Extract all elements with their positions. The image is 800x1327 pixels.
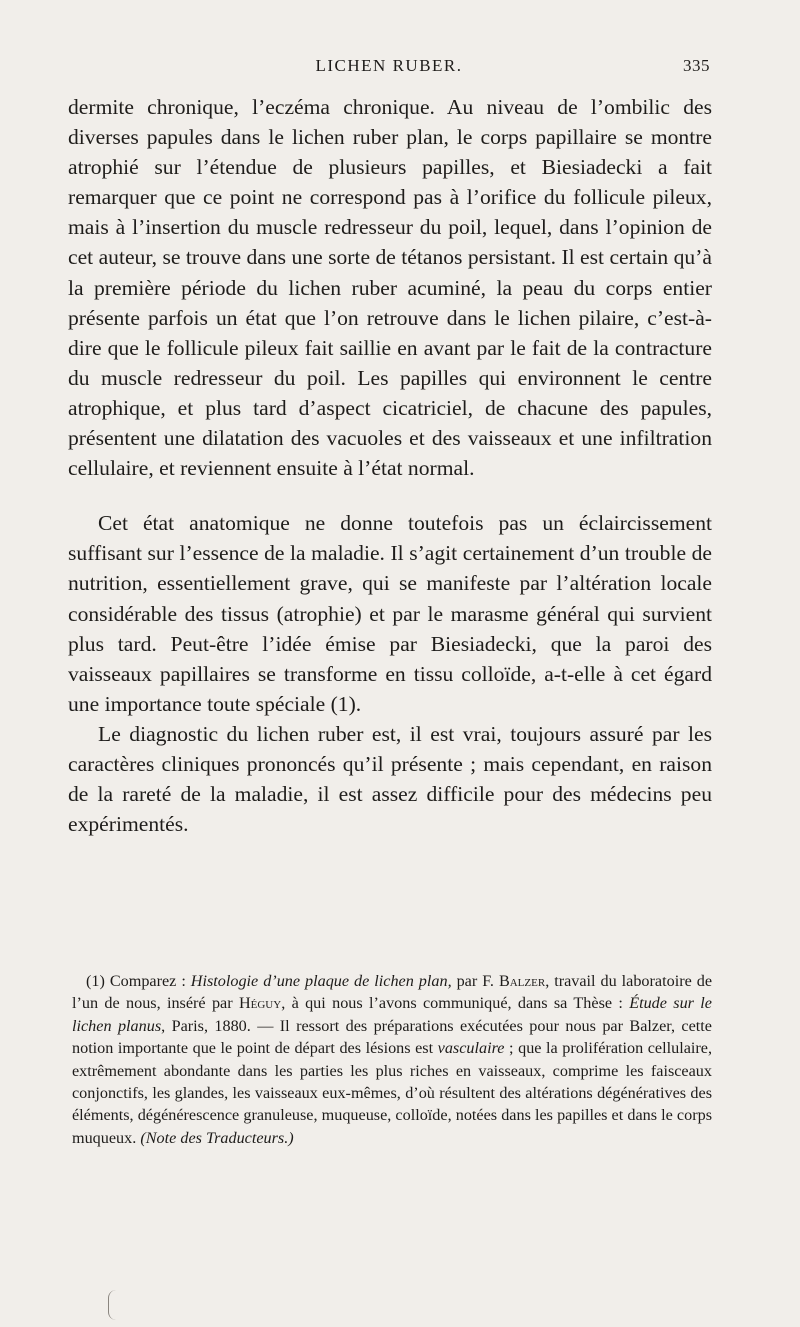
paragraph-3: Le diagnostic du lichen ruber est, il est vrai, toujours assuré par les caractères cliniques prononcés qu’il présente ; mais cependant, en raison de la rareté de la maladie, il est assez difficile pour des médecins peu expérimentés.	[68, 721, 712, 837]
footnote-author-1: Balzer	[498, 972, 546, 990]
paragraph-2: Cet état anatomique ne donne toutefois pas un éclaircissement suffisant sur l’essence de la maladie. Il s’agit certainement d’un trouble de nutrition, essentiellement grave, qui se manifeste par l’altération locale considérable des tissus (atrophie) et par le marasme général qui survient plus tard. Peut-être l’idée émise par Biesiadecki, que la paroi des vaisseaux papillaires se transforme en tissu colloïde, a-t-elle à cet égard une importance toute spéciale (1).	[68, 511, 712, 716]
running-title: LICHEN RUBER.	[315, 56, 463, 75]
running-head	[68, 56, 710, 80]
footnote-by: par F.	[451, 972, 499, 990]
body-text	[68, 92, 712, 839]
footnote-title-1: Histologie d’une plaque de lichen plan,	[190, 972, 452, 990]
footnote-marker: (1)	[86, 972, 105, 990]
footnote-emphasis: vasculaire	[437, 1039, 505, 1058]
margin-pencil-mark	[108, 1290, 119, 1320]
footnote-translator-note: (Note des Traducteurs.)	[140, 1128, 294, 1147]
footnote-author-2: Héguy	[238, 994, 282, 1013]
footnote-text-2: , à qui nous l’avons communiqué, dans sa Thèse :	[281, 994, 630, 1013]
footnote-lead: Comparez :	[109, 972, 191, 990]
footnote-text-4: ; que la prolifération cellulaire, extrêmement abondante dans les parties les plus riches en vaisseaux, comprime les faisceaux conjonctifs, les glandes, les vaisseaux eux-mêmes, d’où résultent des altérations dégénératives des éléments, dégénérescence granuleuse, muqueuse, colloïde, notées dans les papilles et dans le corps muqueux.	[72, 1039, 713, 1147]
paragraph-spacer	[68, 483, 712, 508]
page-number: 335	[683, 56, 710, 75]
footnote	[72, 970, 712, 1149]
footnote-title-2: Étude sur le lichen planus	[72, 994, 712, 1035]
footnote-text-3: , Paris, 1880. — Il ressort des préparations exécutées pour nous par Balzer, cette notion importante que le point de départ des lésions est	[72, 1016, 712, 1058]
paragraph-1: dermite chronique, l’eczéma chronique. Au niveau de l’ombilic des diverses papules dans le lichen ruber plan, le corps papillaire se montre atrophié sur l’étendue de plusieurs papilles, et Biesiadecki a fait remarquer que ce point ne correspond pas à l’orifice du follicule pileux, mais à l’insertion du muscle redresseur du poil, lequel, dans l’opinion de cet auteur, se trouve dans une sorte de tétanos persistant. Il est certain qu’à la première période du lichen ruber acuminé, la peau du corps entier présente parfois un état que l’on retrouve dans le lichen pilaire, c’est-à-dire que le follicule pileux fait saillie en avant par le fait de la contracture du muscle redresseur du poil. Les papilles qui environnent le centre atrophique, et plus tard d’aspect cicatriciel, de chacune des papules, présentent une dilatation des vacuoles et des vaisseaux et une infiltration cellulaire, et reviennent ensuite à l’état normal.	[68, 95, 712, 481]
footnote-text-1: , travail du laboratoire de l’un de nous, inséré par	[72, 972, 713, 1013]
